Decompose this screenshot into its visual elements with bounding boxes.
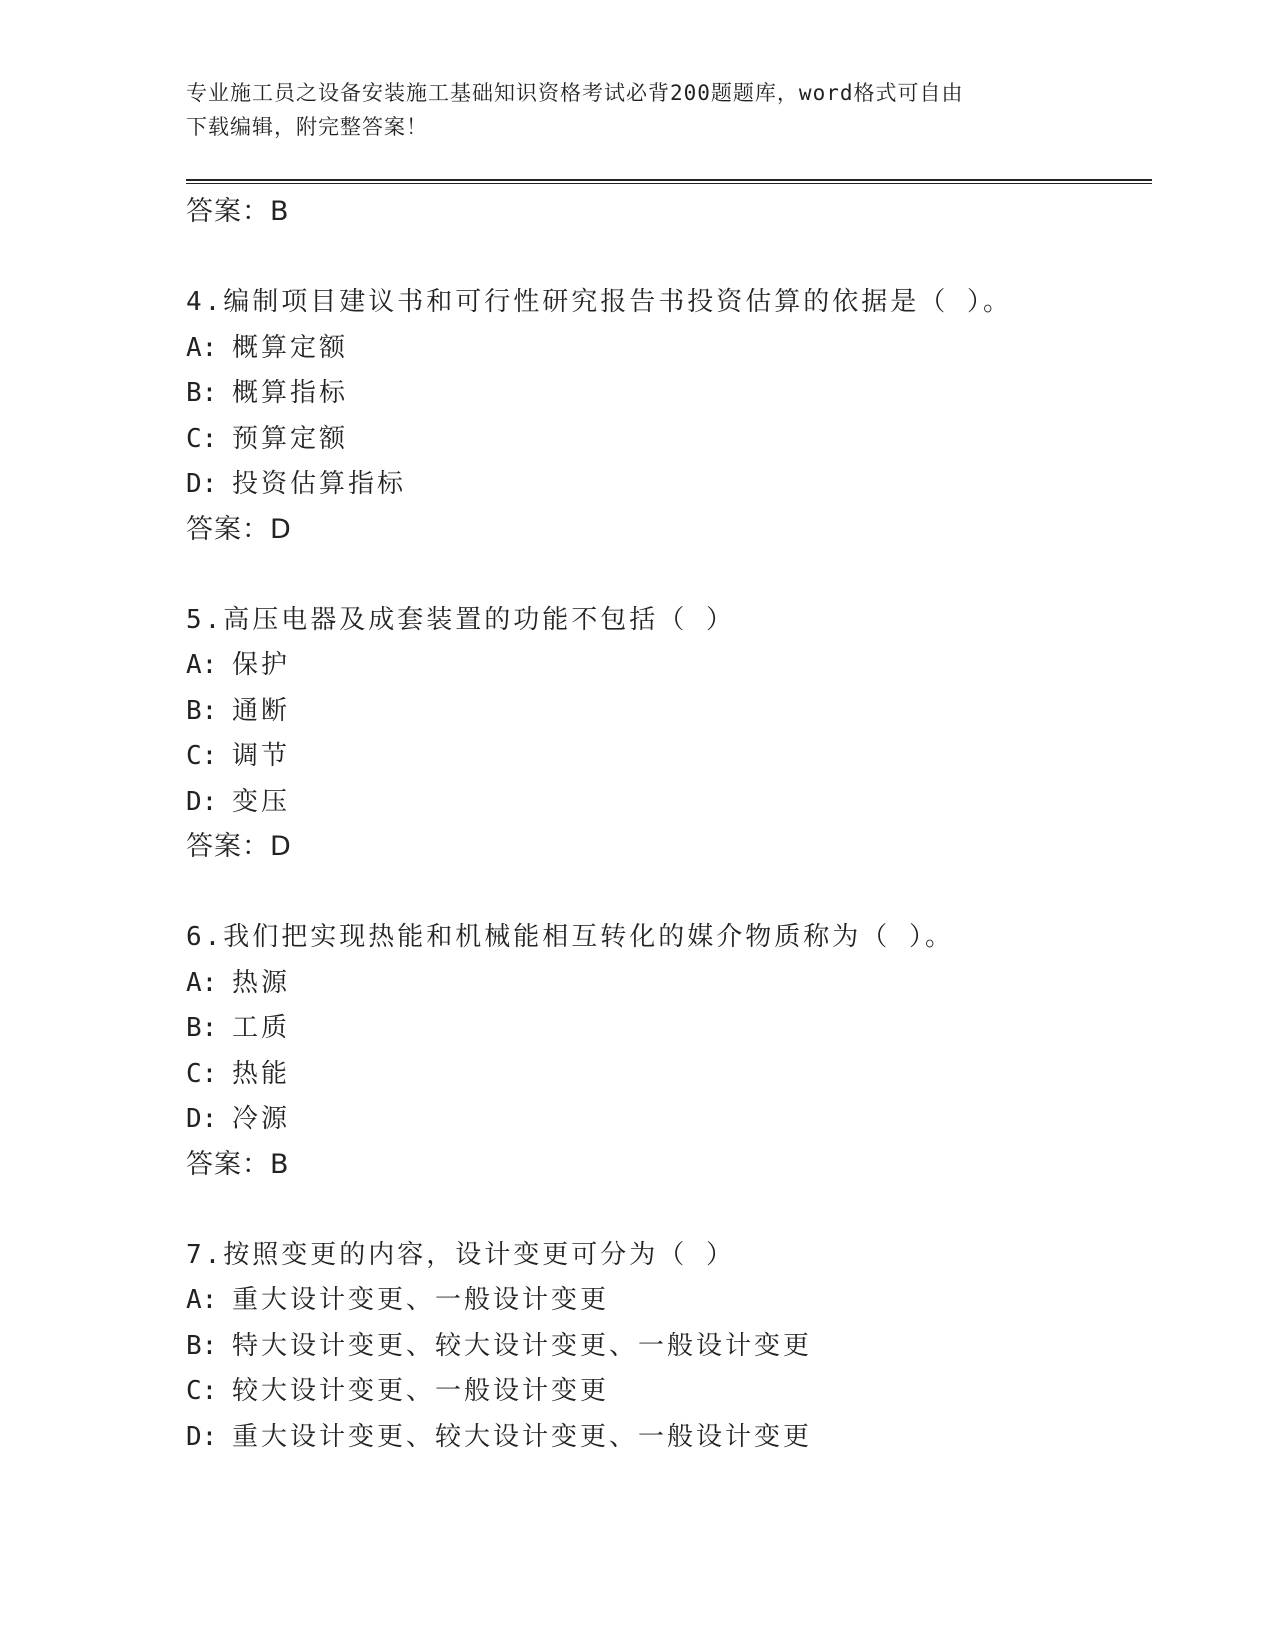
option-key: C: <box>186 741 218 771</box>
question-stem: 5.高压电器及成套装置的功能不包括（ ） <box>186 604 735 635</box>
option-c <box>186 1369 1146 1415</box>
answer-line: 答案：B <box>186 196 290 227</box>
option-text: 特大设计变更、较大设计变更、一般设计变更 <box>232 1330 813 1361</box>
question-6 <box>186 915 1146 1187</box>
question-4 <box>186 280 1146 552</box>
option-key: A: <box>186 650 218 680</box>
option-a <box>186 961 1146 1007</box>
option-key: D: <box>186 1421 218 1452</box>
option-d <box>186 1415 1146 1461</box>
option-b <box>186 371 1146 417</box>
option-text: 重大设计变更、较大设计变更、一般设计变更 <box>232 1421 813 1452</box>
question-stem: 6.我们把实现热能和机械能相互转化的媒介物质称为（ ）。 <box>186 922 954 952</box>
option-a <box>186 1278 1146 1324</box>
option-a <box>186 326 1146 372</box>
option-key: D: <box>186 469 218 499</box>
option-d <box>186 462 1146 508</box>
option-key: B: <box>186 1330 218 1361</box>
option-text: 热能 <box>232 1058 291 1089</box>
option-key: A: <box>186 1285 218 1315</box>
page-header <box>186 76 1086 144</box>
option-text: 重大设计变更、一般设计变更 <box>232 1285 610 1315</box>
option-text: 冷源 <box>232 1104 291 1134</box>
header-line-1: 专业施工员之设备安装施工基础知识资格考试必背200题题库，word格式可自由 <box>186 81 964 105</box>
header-divider <box>186 179 1152 184</box>
option-key: D: <box>186 1104 218 1134</box>
question-7 <box>186 1233 1146 1461</box>
option-a <box>186 643 1146 689</box>
option-text: 投资估算指标 <box>232 469 407 499</box>
option-text: 变压 <box>232 786 291 817</box>
option-text: 通断 <box>232 695 291 726</box>
answer-line: 答案：D <box>186 831 292 862</box>
question-5 <box>186 598 1146 870</box>
option-key: B: <box>186 695 218 726</box>
option-text: 较大设计变更、一般设计变更 <box>232 1376 610 1406</box>
option-b <box>186 1006 1146 1052</box>
option-d <box>186 780 1146 826</box>
option-c <box>186 734 1146 780</box>
option-text: 概算指标 <box>232 378 349 408</box>
answer-line: 答案：D <box>186 513 292 545</box>
option-key: B: <box>186 1013 218 1043</box>
option-key: A: <box>186 967 218 998</box>
option-text: 概算定额 <box>232 332 349 363</box>
option-key: C: <box>186 1376 218 1406</box>
option-text: 工质 <box>232 1013 291 1043</box>
question-stem: 7.按照变更的内容，设计变更可分为（ ） <box>186 1239 735 1270</box>
option-key: C: <box>186 1058 218 1089</box>
option-b <box>186 1324 1146 1370</box>
question-list <box>186 190 1146 1460</box>
option-key: A: <box>186 332 218 363</box>
option-c <box>186 417 1146 463</box>
option-b <box>186 689 1146 735</box>
option-text: 保护 <box>232 650 291 680</box>
option-text: 预算定额 <box>232 423 349 454</box>
option-key: D: <box>186 786 218 817</box>
option-key: B: <box>186 378 218 408</box>
option-key: C: <box>186 423 218 454</box>
option-text: 热源 <box>232 967 291 998</box>
option-text: 调节 <box>232 741 291 771</box>
option-d <box>186 1097 1146 1143</box>
option-c <box>186 1052 1146 1098</box>
question-stem: 4.编制项目建议书和可行性研究报告书投资估算的依据是（ ）。 <box>186 287 1012 317</box>
header-line-2: 下载编辑，附完整答案！ <box>186 115 428 139</box>
answer-line: 答案：B <box>186 1148 290 1180</box>
